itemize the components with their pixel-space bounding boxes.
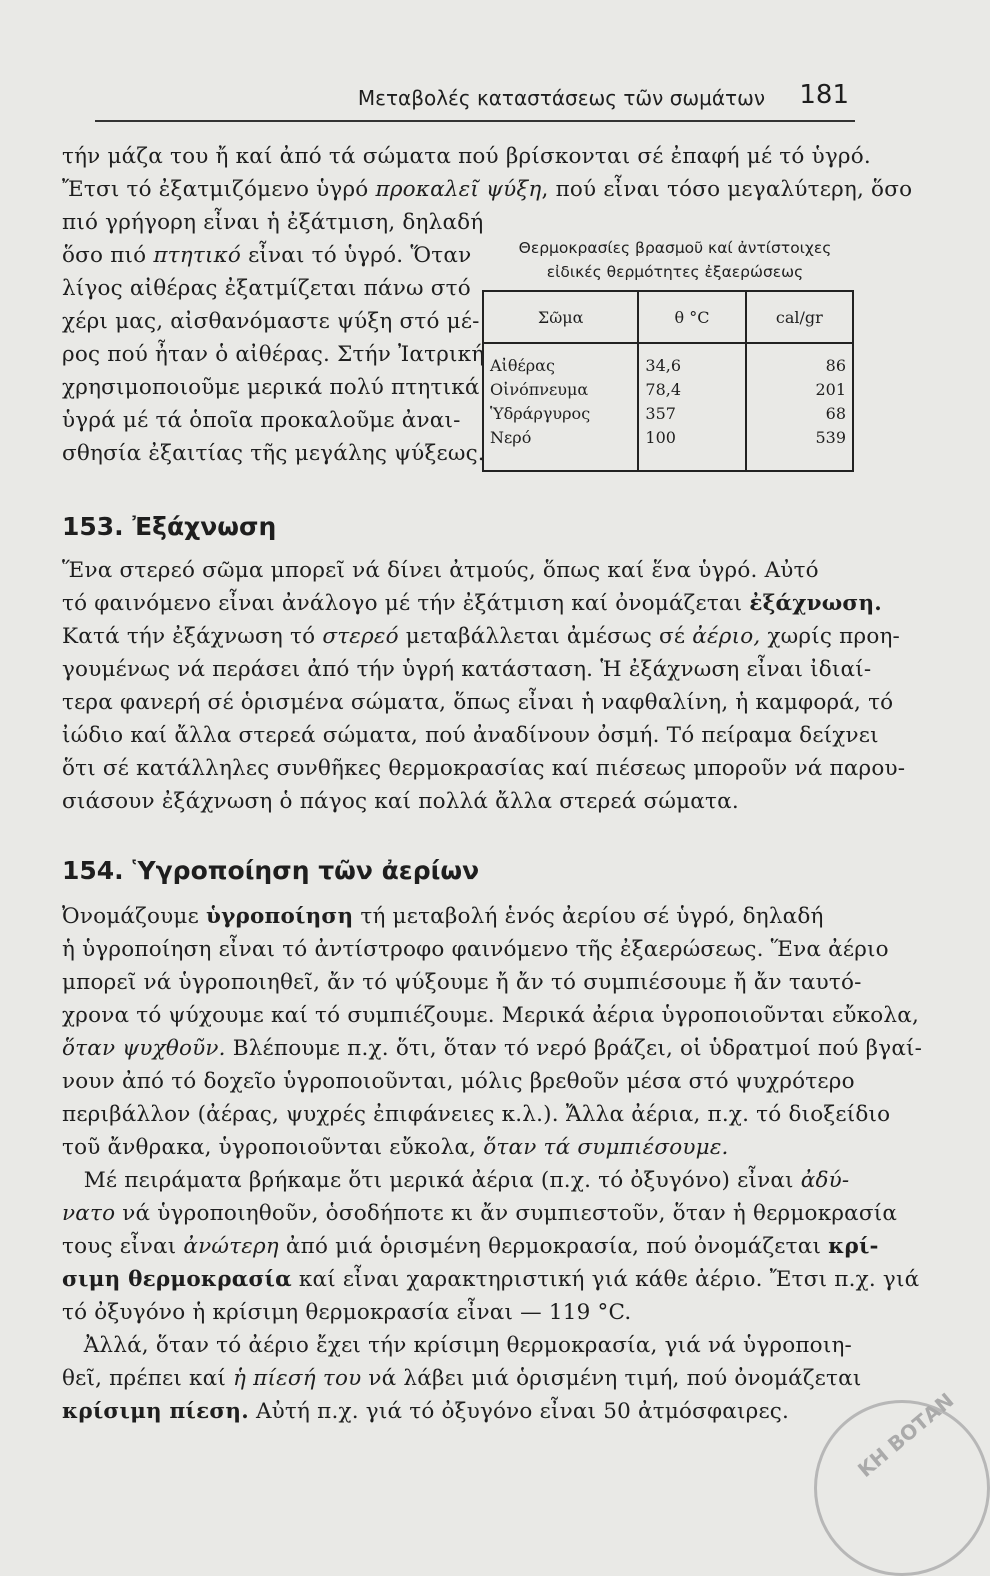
col-header-heat: cal/gr	[746, 291, 853, 343]
text-line: ὑγρά μέ τά ὁποῖα προκαλοῦμε ἀναι-	[62, 408, 461, 433]
intro-paragraph-column	[62, 206, 485, 470]
page-number: 181	[799, 80, 849, 110]
intro-paragraph-top	[62, 140, 913, 206]
text-line: Ἔτσι τό ἐξατμιζόμενο ὑγρό προκαλεῖ ψύξη, πού εἶναι τόσο μεγαλύτερη, ὅσο	[62, 177, 913, 202]
text-line: λίγος αἰθέρας ἐξατμίζεται πάνω στό	[62, 276, 471, 301]
col-header-substance: Σῶμα	[483, 291, 638, 343]
text-line: σθησία ἐξαιτίας τῆς μεγάλης ψύξεως.	[62, 441, 485, 466]
col-header-temperature: θ °C	[638, 291, 745, 343]
table-row: Αἰθέρας 34,6 86	[483, 343, 853, 378]
text-line: Μέ πειράματα βρήκαμε ὅτι μερικά ἀέρια (π.χ. τό ὀξυγόνο) εἶναι ἀδύ-	[83, 1168, 850, 1193]
table-header-row	[483, 291, 853, 343]
text-line: ὅσο πιό πτητικό εἶναι τό ὑγρό. Ὅταν	[62, 243, 472, 268]
section-153-paragraph	[62, 554, 906, 818]
text-line: ὅταν ψυχθοῦν. Βλέπουμε π.χ. ὅτι, ὅταν τό νερό βράζει, οἱ ὑδρατμοί πού βγαί-	[62, 1036, 923, 1061]
text-line: σιάσουν ἐξάχνωση ὁ πάγος καί πολλά ἄλλα στερεά σώματα.	[62, 789, 739, 814]
text-line: θεῖ, πρέπει καί ἡ πίεσή του νά λάβει μιά ὁρισμένη τιμή, πού ὀνομάζεται	[62, 1366, 862, 1391]
text-line: Ὀνομάζουμε ὑγροποίηση τή μεταβολή ἑνός ἀερίου σέ ὑγρό, δηλαδή	[62, 904, 824, 929]
text-line: ἡ ὑγροποίηση εἶναι τό ἀντίστροφο φαινόμενο τῆς ἐξαερώσεως. Ἕνα ἀέριο	[62, 937, 889, 962]
text-line: τό ὀξυγόνο ἡ κρίσιμη θερμοκρασία εἶναι — 119 °C.	[62, 1300, 632, 1325]
text-line: Ἕνα στερεό σῶμα μπορεῖ νά δίνει ἀτμούς, ὅπως καί ἕνα ὑγρό. Αὐτό	[62, 558, 819, 583]
text-line: Κατά τήν ἐξάχνωση τό στερεό μεταβάλλεται ἀμέσως σέ ἀέριο, χωρίς προη-	[62, 624, 901, 649]
text-line: ρος πού ἦταν ὁ αἰθέρας. Στήν Ἰατρική	[62, 342, 485, 367]
section-153-title: 153. Ἐξάχνωση	[62, 512, 277, 541]
table-caption: Θερμοκρασίες βρασμοῦ καί ἀντίστοιχες εἰδικές θερμότητες ἐξαερώσεως	[518, 239, 832, 281]
text-line: χέρι μας, αἰσθανόμαστε ψύξη στό μέ-	[62, 309, 480, 334]
text-line: τοῦ ἄνθρακα, ὑγροποιοῦνται εὔκολα, ὅταν τά συμπιέσουμε.	[62, 1135, 729, 1160]
text-line: μπορεῖ νά ὑγροποιηθεῖ, ἄν τό ψύξουμε ἤ ἄν τό συμπιέσουμε ἤ ἄν ταυτό-	[62, 970, 862, 995]
table-row: Νερό 100 539	[483, 426, 853, 471]
text-line: ὅτι σέ κατάλληλες συνθῆκες θερμοκρασίας καί πιέσεως μποροῦν νά παρου-	[62, 756, 906, 781]
text-line: σιμη θερμοκρασία καί εἶναι χαρακτηριστική γιά κάθε ἀέριο. Ἔτσι π.χ. γιά	[62, 1267, 920, 1292]
library-stamp	[814, 1388, 990, 1576]
boiling-point-table	[482, 290, 854, 472]
text-line: πιό γρήγορη εἶναι ἡ ἐξάτμιση, δηλαδή	[62, 210, 484, 235]
text-line: τό φαινόμενο εἶναι ἀνάλογο μέ τήν ἐξάτμιση καί ὀνομάζεται ἐξάχνωση.	[62, 591, 882, 616]
text-line: χρησιμοποιοῦμε μερικά πολύ πτητικά	[62, 375, 480, 400]
text-line: τήν μάζα του ἤ καί ἀπό τά σώματα πού βρίσκονται σέ ἐπαφή μέ τό ὑγρό.	[62, 144, 871, 169]
text-line: ἰώδιο καί ἄλλα στερεά σώματα, πού ἀναδίνουν ὀσμή. Τό πείραμα δείχνει	[62, 723, 879, 748]
text-line: νατο νά ὑγροποιηθοῦν, ὁσοδήποτε κι ἄν συμπιεστοῦν, ὅταν ἡ θερμοκρασία	[62, 1201, 898, 1226]
text-line: κρίσιμη πίεση. Αὐτή π.χ. γιά τό ὀξυγόνο εἶναι 50 ἀτμόσφαιρες.	[62, 1399, 790, 1424]
text-line: περιβάλλον (ἀέρας, ψυχρές ἐπιφάνειες κ.λ.). Ἄλλα ἀέρια, π.χ. τό διοξείδιο	[62, 1102, 891, 1127]
text-line: τερα φανερή σέ ὁρισμένα σώματα, ὅπως εἶναι ἡ ναφθαλίνη, ἡ καμφορά, τό	[62, 690, 894, 715]
stamp-text: ΚΗ ΒΟΤΑΝ	[853, 1388, 959, 1482]
text-line: τους εἶναι ἀνώτερη ἀπό μιά ὁρισμένη θερμοκρασία, πού ὀνομάζεται κρί-	[62, 1234, 879, 1259]
page-header	[95, 80, 855, 122]
text-line: χρονα τό ψύχουμε καί τό συμπιέζουμε. Μερικά ἀέρια ὑγροποιοῦνται εὔκολα,	[62, 1003, 920, 1028]
text-line: γουμένως νά περάσει ἀπό τήν ὑγρή κατάσταση. Ἡ ἐξάχνωση εἶναι ἰδιαί-	[62, 657, 872, 682]
table-row: Οἰνόπνευμα 78,4 201	[483, 378, 853, 402]
section-154-title: 154. Ὑγροποίηση τῶν ἀερίων	[62, 856, 480, 885]
section-154-paragraphs	[62, 900, 923, 1428]
table-row: Ὑδράργυρος 357 68	[483, 402, 853, 426]
text-line: νουν ἀπό τό δοχεῖο ὑγροποιοῦνται, μόλις βρεθοῦν μέσα στό ψυχρότερο	[62, 1069, 855, 1094]
running-title: Μεταβολές καταστάσεως τῶν σωμάτων	[357, 86, 765, 110]
text-line: Ἀλλά, ὅταν τό ἀέριο ἔχει τήν κρίσιμη θερμοκρασία, γιά νά ὑγροποιη-	[83, 1333, 852, 1358]
